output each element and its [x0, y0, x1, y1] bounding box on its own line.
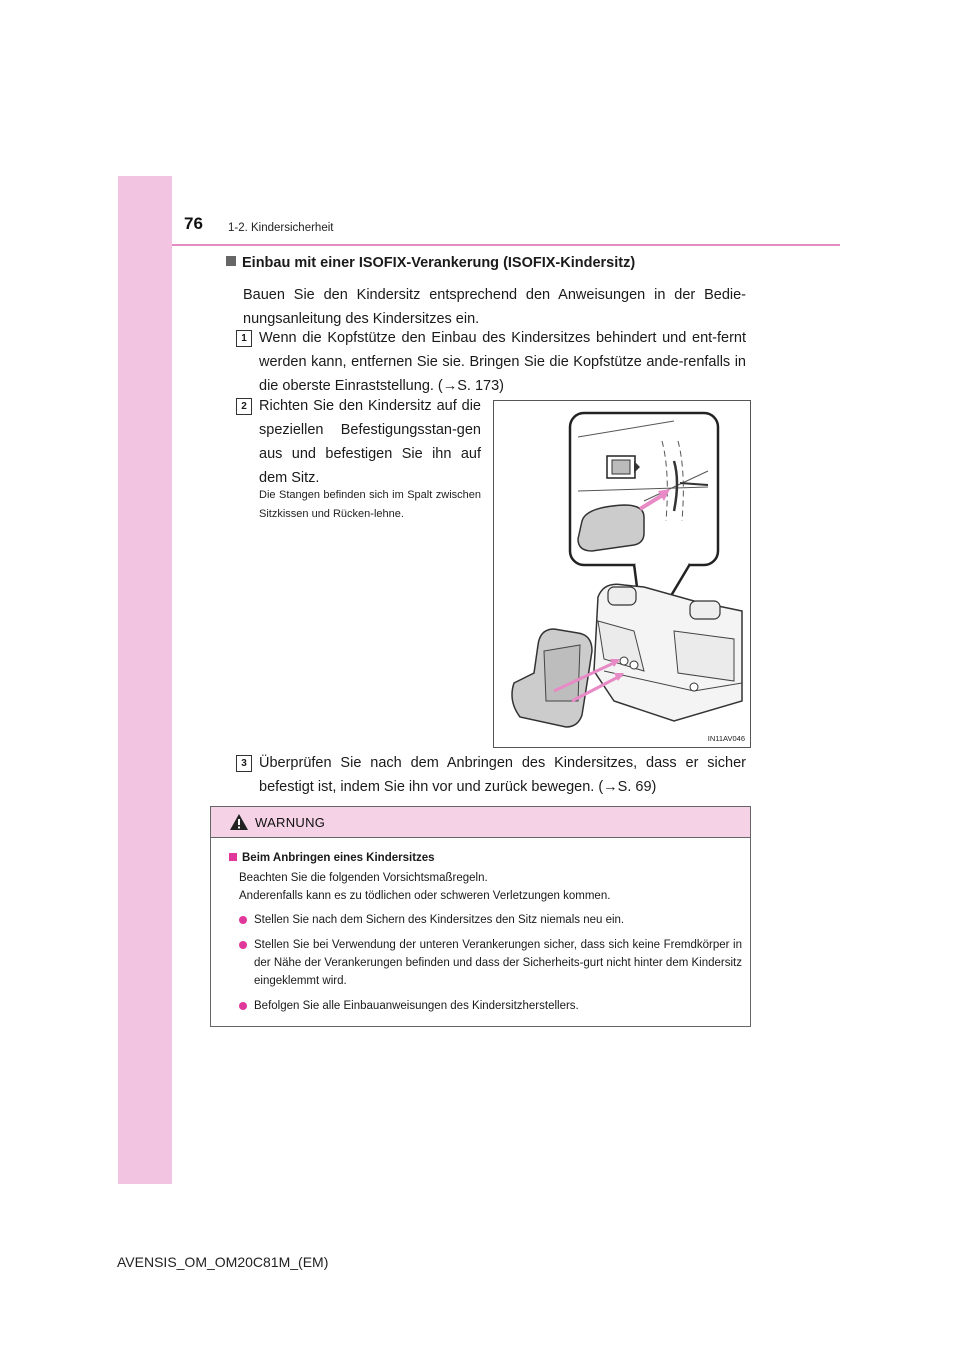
figure-id: IN11AV046: [707, 734, 745, 743]
step-2-note: Die Stangen befinden sich im Spalt zwischen Sitzkissen und Rücken-lehne.: [259, 489, 481, 520]
warning-triangle-icon: [229, 813, 249, 831]
step-3-text: Überprüfen Sie nach dem Anbringen des Kindersitzes, dass er sicher befestigt ist, indem Sie ihn vor und zurück bewegen. (→S. 69): [259, 755, 746, 795]
intro-paragraph: Bauen Sie den Kindersitz entsprechend den Anweisungen in der Bedie-nungsanleitung des Kindersitzes ein.: [243, 287, 746, 327]
warning-bullet-1: [239, 911, 742, 929]
warning-subtitle: [229, 852, 435, 864]
square-bullet-icon: [226, 256, 236, 266]
warning-text-line-1: Beachten Sie die folgenden Vorsichtsmaßregeln.: [239, 872, 488, 884]
step-1-text: Wenn die Kopfstütze den Einbau des Kindersitzes behindert und ent-fernt werden kann, entfernen Sie sie. Bringen Sie die Kopfstütze ande-renfalls in die oberste Einraststellung. (→S. 173): [259, 330, 746, 394]
warning-header: [211, 807, 750, 838]
page-sidebar-tab: [118, 176, 172, 1184]
warning-bullet-2: [239, 936, 742, 990]
bullet-dot-icon: [239, 916, 247, 924]
warning-bullet-3: [239, 997, 742, 1015]
warning-box: [210, 806, 751, 1027]
warning-subtitle-text: Beim Anbringen eines Kindersitzes: [242, 852, 435, 864]
bullet-text: Stellen Sie bei Verwendung der unteren Verankerungen sicher, dass sich keine Fremdkörper in der Nähe der Verankerungen befinden und dass der Sicherheits-gurt nicht hinter dem Kindersitz eingeklemmt wird.: [254, 939, 742, 987]
bullet-dot-icon: [239, 1002, 247, 1010]
step-2-text: Richten Sie den Kindersitz auf die speziellen Befestigungsstan-gen aus und befestigen Sie ihn auf dem Sitz.: [259, 398, 481, 486]
square-bullet-icon: [229, 853, 237, 861]
warning-text-line-2: Anderenfalls kann es zu tödlichen oder schweren Verletzungen kommen.: [239, 890, 611, 902]
subsection-heading: [226, 255, 635, 271]
step-1-number: 1: [236, 330, 252, 347]
bullet-dot-icon: [239, 941, 247, 949]
header-rule: [172, 244, 840, 246]
section-title: 1-2. Kindersicherheit: [228, 222, 334, 234]
seat-illustration-drawing: [494, 401, 750, 747]
document-code: AVENSIS_OM_OM20C81M_(EM): [117, 1254, 329, 1270]
heading-text: Einbau mit einer ISOFIX-Verankerung (ISOFIX-Kindersitz): [242, 255, 636, 271]
bullet-text: Stellen Sie nach dem Sichern des Kindersitzes den Sitz niemals neu ein.: [254, 914, 625, 926]
warning-title: WARNUNG: [255, 815, 326, 830]
isofix-installation-illustration: [493, 400, 751, 748]
step-2-number: 2: [236, 398, 252, 415]
bullet-text: Befolgen Sie alle Einbauanweisungen des Kindersitzherstellers.: [254, 1000, 579, 1012]
page-number: 76: [184, 214, 203, 233]
step-3-number: 3: [236, 755, 252, 772]
